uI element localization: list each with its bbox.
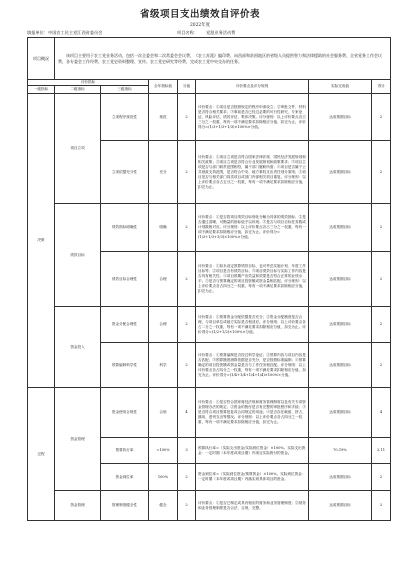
score-cell: 2	[178, 491, 196, 521]
level3-cell: 绩效目标合理性	[101, 252, 149, 307]
col-level2: 二级指标	[55, 86, 101, 94]
method-cell: 评价要点：①是否符合国家财经法规和财务管理制度以及有关专项资金管理办法的规定；②资金的拨付是否有完整的审批程序和手续；③是否符合项目预算批复或合同规定的用途；④是否存在截留、挤占、挪用、虚列支出等情况。评分规则：以上评价要点各占四分之一权重，每有一项不满足要求扣除相应分值，扣完为止。	[196, 388, 309, 438]
reporting-unit: 填报单位：中国农工民主党江西省委员会	[27, 30, 103, 35]
method-cell: 评价要点：①是否将项目绩效目标细化分解为具体的绩效指标；②是否通过清晰、可衡量的指标值予以体现；③是否与项目目标任务数或计划数相对应。评分规则：以上评价要点各占三分之一权重，每有一项不满足要求扣除相应分值，扣完为止。评价得分=(1/3+1/3+1/3)×100%×分值。	[196, 204, 309, 252]
col-level1: 一级指标	[28, 86, 55, 94]
score-cell: 2	[178, 307, 196, 343]
level2-cell: 资金管理	[55, 491, 101, 521]
report-year: 2022年度	[190, 23, 210, 28]
actual-cell: 达成预期目标	[309, 252, 372, 307]
score-cell: 2	[178, 94, 196, 141]
col-actual: 实际完成值	[309, 80, 372, 94]
level2-cell: 资金投入	[55, 307, 101, 388]
target-cell: =100%	[149, 438, 178, 464]
level3-cell: 预算编制科学性	[101, 343, 149, 388]
target-cell: 合规	[149, 388, 178, 438]
level1-cell: 决策	[28, 94, 55, 388]
table-row	[28, 388, 391, 438]
score-cell: 2	[178, 141, 196, 204]
evaluation-table	[27, 37, 391, 521]
col-points: 得分	[372, 80, 391, 94]
actual-cell: 达成预期目标	[309, 204, 372, 252]
project-name: 党派业务活动费	[206, 30, 236, 35]
method-cell: 评价要点：①预算编制是否经过科学论证；②预算内容与项目内容是否匹配；③预算额度测算依据是否充分，是否按照标准编制；④预算确定的项目投资额或资金量是否与工作任务相匹配。评分规则：以上评价要点各占四分之一权重，每有一项不满足要求扣除相应分值，扣完为止。评价得分=(1/4+1/4+1/4+1/4)×100%×分值。	[196, 343, 309, 388]
points-cell: 2	[372, 141, 391, 204]
level3-cell: 立项程序规范性	[101, 94, 149, 141]
table-row	[28, 307, 391, 343]
table-row	[28, 204, 391, 252]
points-cell: 2	[372, 343, 391, 388]
score-cell: 3	[178, 438, 196, 464]
overview-text: 该项目主要用于农工党业务活动，包括一次全委会和二次常委会会议费、《农工苏派》编印费、向西部和贫困地区的省级人员提供智力和法律援助的社会服务费、全省党务工作会议费、各专委会工作经费、农工党史资料整理、宣传、农工党史研究等经费，完成农工党中央交办的任务。	[55, 38, 391, 80]
points-cell: 4	[372, 388, 391, 438]
level2-cell: 绩效目标	[55, 204, 101, 307]
method-cell: 评价要点：①项目立项是否符合国家法律法规、国民经济发展规划和相关政策；②项目立项是否符合行业发展规划和政策要求；③项目立项是否与部门职责范围相符，属于部门履职所需；④项目是否属于公共财政支持范围，是否符合中央、地方事权支出责任划分原则；⑤项目是否与相关部门同类项目或部门内部相关项目重复。评分规则：以上评价要点各占五分之一权重，每有一项不满足要求扣除相应分值，扣完为止。	[196, 141, 309, 204]
actual-cell: 达成预期目标	[309, 141, 372, 204]
score-cell: 2	[178, 343, 196, 388]
target-cell: 充分	[149, 141, 178, 204]
method-cell: 评价要点：①预算资金分配依据是否充分；②资金分配额度是否合理，与项目单位或地方实际是否相适应。评分规则：以上评价要点各占二分之一权重，每有一项不满足要求扣除相应分值，扣完为止。评价得分=(1/2+1/2)×100%×分值。	[196, 307, 309, 343]
header-row-1	[28, 80, 391, 86]
score-cell: 2	[178, 204, 196, 252]
level3-cell: 预算执行率	[101, 438, 149, 464]
col-target: 全年指标值	[149, 80, 178, 94]
points-cell: 2.11	[372, 438, 391, 464]
level1-cell: 过程	[28, 388, 55, 521]
method-cell: 资金到位率=（实际到位资金/预算资金）×100%。实际到位资金：一定时期（本年度或项目期）内落实到具体项目的资金。	[196, 464, 309, 491]
level3-cell: 立项依据充分性	[101, 141, 149, 204]
overview-label: 项目概况	[28, 38, 55, 80]
level2-cell: 资金管理	[55, 388, 101, 491]
target-cell: 规范	[149, 94, 178, 141]
actual-cell: 达成预期目标	[309, 94, 372, 141]
report-title: 省级项目支出绩效自评价表	[139, 9, 260, 20]
score-cell: 4	[178, 388, 196, 438]
level3-cell: 管理制度健全性	[101, 491, 149, 521]
points-cell: 2	[372, 464, 391, 491]
method-cell: 评价要点：①如未设定预算绩效目标，也可考虑实施计划、年度工作目标等；②项目是否有绩效目标；③项目绩效目标与实际工作内容是否具有相关性；④项目预期产出效益和效果是否符合正常的业绩水平；⑤是否与预算确定的项目投资额或资金量相匹配。评分规则：以上评价要点各占四分之一权重，每有一项不满足要求扣除相应分值，扣完为止。	[196, 252, 309, 307]
points-cell: 2	[372, 307, 391, 343]
target-cell: 明确	[149, 204, 178, 252]
actual-cell: 达成预期目标	[309, 464, 372, 491]
target-cell: 合理	[149, 252, 178, 307]
method-cell: 评价要点：①项目是否按照规定的程序申请设立；②审批文件、材料是否符合相关要求；③事前是否已经过必要的可行性研究、专家论证、风险评估、绩效评估、集体决策。评分规则：以上评价要点各占三分之一权重，每有一项不满足要求扣除相应分值，扣完为止。评价得分=(1/3+1/3+1/3)×100%×分值。	[196, 94, 309, 141]
points-cell: 2	[372, 491, 391, 521]
actual-cell: 达成预期目标	[309, 388, 372, 438]
table-row	[28, 491, 391, 521]
target-cell: 科学	[149, 343, 178, 388]
target-cell: 健全	[149, 491, 178, 521]
score-cell: 2	[178, 252, 196, 307]
target-cell: 100%	[149, 464, 178, 491]
level3-cell: 绩效指标明确性	[101, 204, 149, 252]
actual-cell: 达成预期目标	[309, 307, 372, 343]
points-cell: 2	[372, 94, 391, 141]
col-indicator: 评价指标	[28, 80, 149, 86]
actual-cell: 达成预期目标	[309, 343, 372, 388]
points-cell: 2	[372, 204, 391, 252]
points-cell: 2	[372, 252, 391, 307]
level3-cell: 资金分配合理性	[101, 307, 149, 343]
col-score: 分值	[178, 80, 196, 94]
col-level3: 三级指标	[101, 86, 149, 94]
target-cell: 合理	[149, 307, 178, 343]
score-cell: 2	[178, 464, 196, 491]
col-method: 评价要点及评分规则	[196, 80, 309, 94]
overview-row	[28, 38, 391, 80]
level3-cell: 资金到位率	[101, 464, 149, 491]
project-name-label: 项目名称：	[177, 30, 198, 35]
actual-cell: 达成预期目标	[309, 491, 372, 521]
method-cell: 评价要点：①是否已制定或具有相应的财务和业务管理制度；②财务和业务管理制度是否合法、合规、完整。	[196, 491, 309, 521]
table-row	[28, 94, 391, 141]
level3-cell: 资金使用合规性	[101, 388, 149, 438]
method-cell: 预算执行率=（实际支出资金/实际到位资金）×100%。实际支出资金：一定时期（本年度或项目期）内项目实际拨付的资金。	[196, 438, 309, 464]
level2-cell: 项目立项	[55, 94, 101, 204]
actual-cell: 70.19%	[309, 438, 372, 464]
